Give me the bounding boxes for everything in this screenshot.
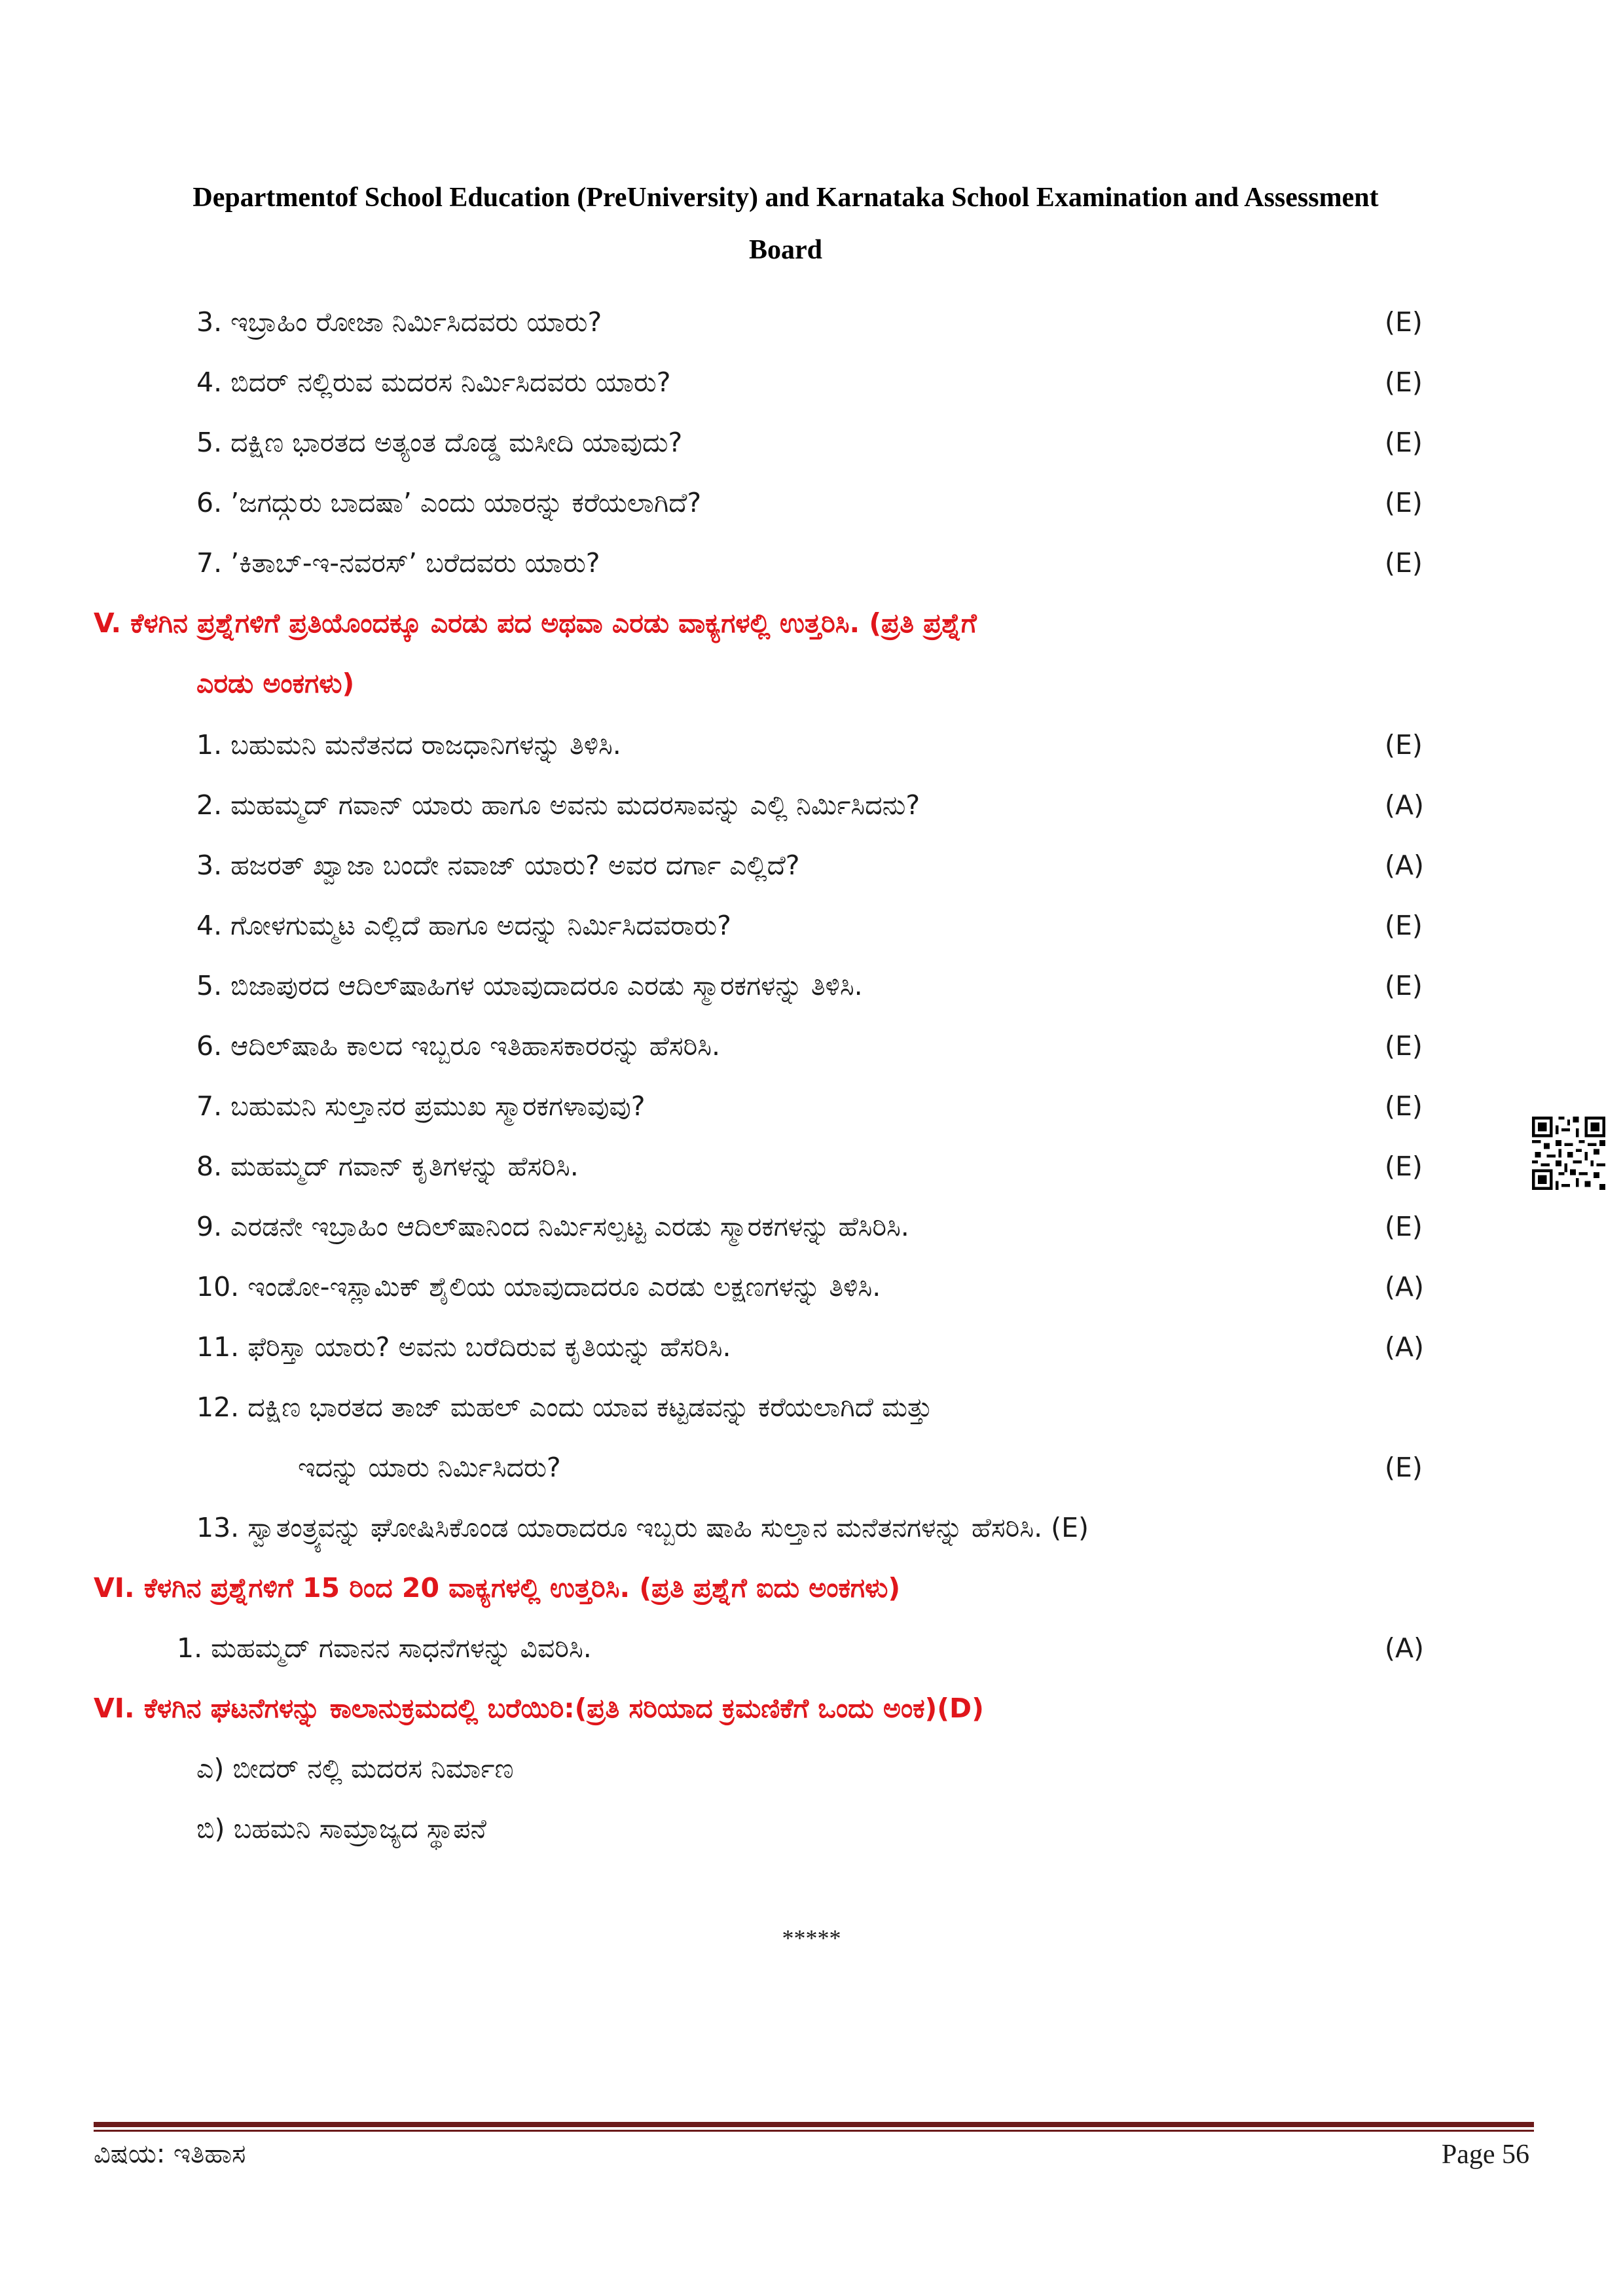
question-row (196, 910, 1532, 942)
section-v-heading-cont: ಎರಡು ಅಂಕಗಳು) (196, 668, 355, 699)
question-text-cont: ಇದನ್ನು ಯಾರು ನಿರ್ಮಿಸಿದರು? (298, 1452, 561, 1483)
question-row (196, 1391, 1532, 1424)
header-line-2: Board (748, 235, 822, 265)
question-text: 6. ’ಜಗದ್ಗುರು ಬಾದಷಾ’ ಎಂದು ಯಾರನ್ನು ಕರೆಯಲಾಗಿದೆ? (196, 487, 702, 518)
question-row (196, 427, 1532, 459)
question-row (196, 1331, 1532, 1363)
question-mark: (E) (1385, 427, 1423, 458)
question-text: 5. ದಕ್ಷಿಣ ಭಾರತದ ಅತ್ಯಂತ ದೊಡ್ಡ ಮಸೀದಿ ಯಾವುದು? (196, 427, 683, 458)
section-vi-heading: VI. ಕೆಳಗಿನ ಪ್ರಶ್ನೆಗಳಿಗೆ 15 ರಿಂದ 20 ವಾಕ್ಯಗಳಲ್ಲಿ ಉತ್ತರಿಸಿ. (ಪ್ರತಿ ಪ್ರಶ್ನೆಗೆ ಐದು ಅಂಕಗಳು) (94, 1572, 901, 1604)
question-mark: (E) (1385, 1030, 1423, 1062)
question-mark: (A) (1385, 1271, 1425, 1302)
question-text: 1. ಮಹಮ್ಮದ್ ಗವಾನನ ಸಾಧನೆಗಳನ್ನು ವಿವರಿಸಿ. (177, 1632, 592, 1664)
question-text: 7. ಬಹುಮನಿ ಸುಲ್ತಾನರ ಪ್ರಮುಖ ಸ್ಮಾರಕಗಳಾವುವು? (196, 1090, 646, 1122)
question-text: 11. ಫೆರಿಸ್ತಾ ಯಾರು? ಅವನು ಬರೆದಿರುವ ಕೃತಿಯನ್ನು ಹೆಸರಿಸಿ. (196, 1331, 731, 1363)
question-mark: (E) (1385, 910, 1423, 941)
question-mark: (E) (1385, 1211, 1423, 1242)
question-row (196, 367, 1532, 399)
question-row (196, 487, 1532, 519)
question-text: 2. ಮಹಮ್ಮದ್ ಗವಾನ್ ಯಾರು ಹಾಗೂ ಅವನು ಮದರಸಾವನ್ನು ಎಲ್ಲಿ ನಿರ್ಮಿಸಿದನು? (196, 789, 921, 821)
question-mark: (A) (1385, 850, 1425, 881)
question-text: 13. ಸ್ವಾತಂತ್ರ್ಯವನ್ನು ಘೋಷಿಸಿಕೊಂಡ ಯಾರಾದರೂ ಇಬ್ಬರು ಷಾಹಿ ಸುಲ್ತಾನ ಮನೆತನಗಳನ್ನು ಹೆಸರಿಸಿ. (E) (196, 1512, 1089, 1543)
question-mark: (E) (1385, 306, 1423, 338)
question-mark: (E) (1385, 1151, 1423, 1182)
footer-rule-thin (94, 2130, 1534, 2132)
question-text: 8. ಮಹಮ್ಮದ್ ಗವಾನ್ ಕೃತಿಗಳನ್ನು ಹೆಸರಿಸಿ. (196, 1151, 579, 1182)
qr-code-icon (1532, 1117, 1605, 1190)
section-vi-chronology-heading: VI. ಕೆಳಗಿನ ಘಟನೆಗಳನ್ನು ಕಾಲಾನುಕ್ರಮದಲ್ಲಿ ಬರೆಯಿರಿ:(ಪ್ರತಿ ಸರಿಯಾದ ಕ್ರಮಣಿಕೆಗೆ ಒಂದು ಅಂಕ)(D) (94, 1693, 984, 1724)
question-mark: (E) (1385, 367, 1423, 398)
list-item: ಬಿ) ಬಹಮನಿ ಸಾಮ್ರಾಜ್ಯದ ಸ್ಥಾಪನೆ (196, 1813, 486, 1844)
question-mark: (A) (1385, 1331, 1425, 1363)
header-line-1: Departmentof School Education (PreUniversity) and Karnataka School Examination and Assessment (192, 183, 1379, 213)
question-mark: (A) (1385, 789, 1425, 821)
question-text: 3. ಇಬ್ರಾಹಿಂ ರೋಜಾ ನಿರ್ಮಿಸಿದವರು ಯಾರು? (196, 306, 602, 338)
end-marker: ***** (782, 1925, 841, 1951)
footer-rule (94, 2122, 1534, 2127)
question-mark: (E) (1385, 487, 1423, 518)
question-mark: (E) (1385, 729, 1423, 761)
question-text: 7. ’ಕಿತಾಬ್-ಇ-ನವರಸ್’ ಬರೆದವರು ಯಾರು? (196, 547, 600, 579)
section-v-heading: V. ಕೆಳಗಿನ ಪ್ರಶ್ನೆಗಳಿಗೆ ಪ್ರತಿಯೊಂದಕ್ಕೂ ಎರಡು ಪದ ಅಥವಾ ಎರಡು ವಾಕ್ಯಗಳಲ್ಲಿ ಉತ್ತರಿಸಿ. (ಪ್ರತಿ ಪ್ರಶ್ನೆಗೆ (94, 607, 977, 639)
footer-subject: ವಿಷಯ: ಇತಿಹಾಸ (94, 2139, 246, 2169)
question-row (196, 970, 1532, 1002)
question-row (196, 1211, 1532, 1243)
question-text: 3. ಹಜರತ್ ಖ್ವಾಜಾ ಬಂದೇ ನವಾಜ್ ಯಾರು? ಅವರ ದರ್ಗಾ ಎಲ್ಲಿದೆ? (196, 850, 800, 881)
question-mark: (E) (1385, 1452, 1423, 1483)
question-text: 6. ಆದಿಲ್‌ಷಾಹಿ ಕಾಲದ ಇಬ್ಬರೂ ಇತಿಹಾಸಕಾರರನ್ನು ಹೆಸರಿಸಿ. (196, 1030, 721, 1062)
question-mark: (E) (1385, 1090, 1423, 1122)
question-row (196, 1271, 1532, 1303)
question-row (196, 1090, 1532, 1122)
question-row (196, 789, 1532, 821)
question-row (196, 1512, 1532, 1544)
question-text: 1. ಬಹುಮನಿ ಮನೆತನದ ರಾಜಧಾನಿಗಳನ್ನು ತಿಳಿಸಿ. (196, 729, 621, 761)
question-row (196, 547, 1532, 579)
question-text: 5. ಬಿಜಾಪುರದ ಆದಿಲ್‌ಷಾಹಿಗಳ ಯಾವುದಾದರೂ ಎರಡು ಸ್ಮಾರಕಗಳನ್ನು ತಿಳಿಸಿ. (196, 970, 863, 1001)
question-row (196, 306, 1532, 338)
question-text: 4. ಬಿದರ್ ನಲ್ಲಿರುವ ಮದರಸ ನಿರ್ಮಿಸಿದವರು ಯಾರು? (196, 367, 671, 398)
question-text: 12. ದಕ್ಷಿಣ ಭಾರತದ ತಾಜ್ ಮಹಲ್ ಎಂದು ಯಾವ ಕಟ್ಟಡವನ್ನು ಕರೆಯಲಾಗಿದೆ ಮತ್ತು (196, 1391, 933, 1423)
question-text: 4. ಗೋಳಗುಮ್ಮಟ ಎಲ್ಲಿದೆ ಹಾಗೂ ಅದನ್ನು ನಿರ್ಮಿಸಿದವರಾರು? (196, 910, 731, 941)
question-mark: (E) (1385, 970, 1423, 1001)
question-row (196, 729, 1532, 761)
question-text: 9. ಎರಡನೇ ಇಬ್ರಾಹಿಂ ಆದಿಲ್‌ಷಾನಿಂದ ನಿರ್ಮಿಸಲ್ಪಟ್ಟ ಎರಡು ಸ್ಮಾರಕಗಳನ್ನು ಹೆಸಿರಿಸಿ. (196, 1211, 909, 1242)
list-item: ಎ) ಬೀದರ್ ನಲ್ಲಿ ಮದರಸ ನಿರ್ಮಾಣ (196, 1753, 514, 1784)
question-row (196, 1151, 1532, 1183)
question-row (196, 850, 1532, 882)
question-text: 10. ಇಂಡೋ-ಇಸ್ಲಾಮಿಕ್ ಶೈಲಿಯ ಯಾವುದಾದರೂ ಎರಡು ಲಕ್ಷಣಗಳನ್ನು ತಿಳಿಸಿ. (196, 1271, 881, 1302)
question-row (196, 1030, 1532, 1062)
page-number: Page 56 (1441, 2140, 1529, 2170)
question-row (177, 1632, 1512, 1664)
question-mark: (A) (1385, 1632, 1425, 1664)
question-mark: (E) (1385, 547, 1423, 579)
